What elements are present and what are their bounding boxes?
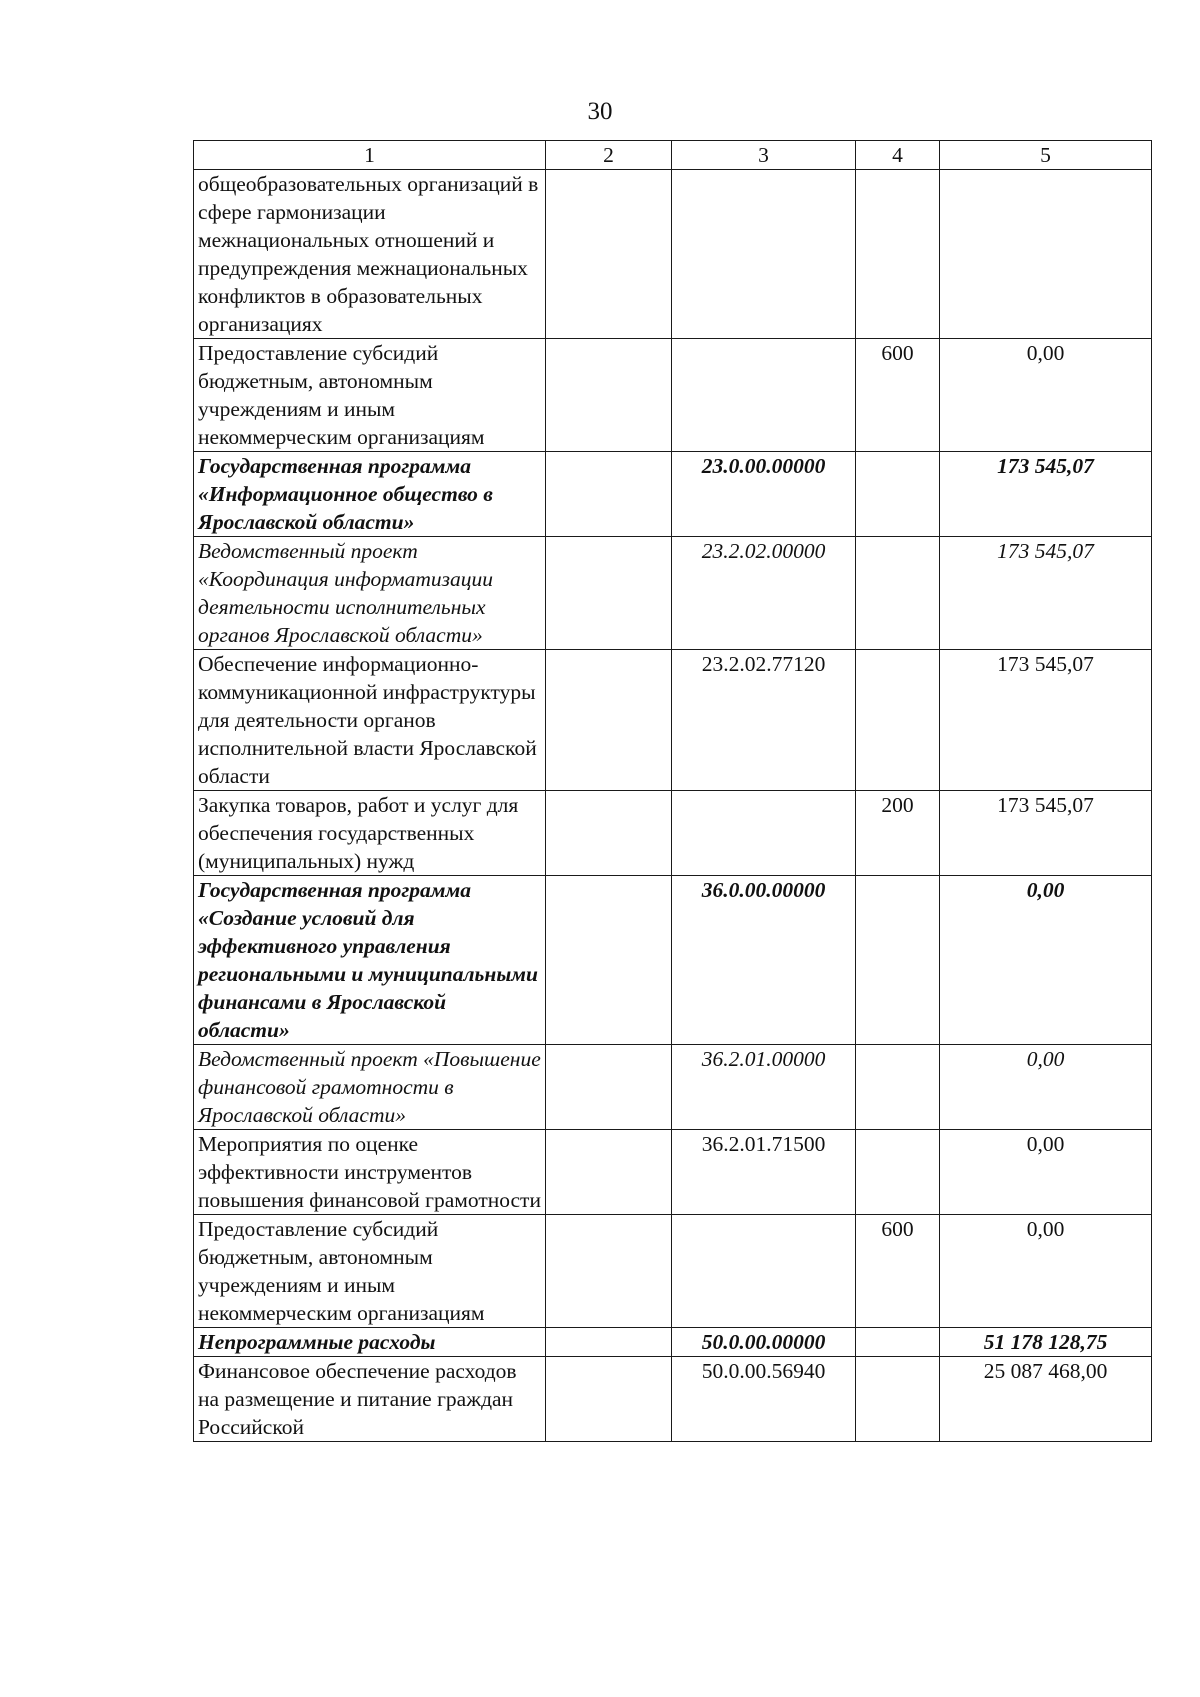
table-row [194,537,1152,650]
amount-cell: 0,00 [940,1215,1152,1328]
col2-cell [546,1130,672,1215]
col2-cell [546,537,672,650]
table-row [194,1215,1152,1328]
expense-type-cell [856,650,940,791]
target-code-cell: 36.0.00.00000 [672,876,856,1045]
amount-cell: 25 087 468,00 [940,1357,1152,1442]
table-row [194,452,1152,537]
expense-name-cell: Финансовое обеспечение расходов на размещение и питание граждан Российской [194,1357,546,1442]
table-row [194,650,1152,791]
amount-cell: 0,00 [940,876,1152,1045]
col2-cell [546,339,672,452]
expense-type-cell [856,1130,940,1215]
expense-name-cell: Непрограммные расходы [194,1328,546,1357]
col2-cell [546,1328,672,1357]
table-row [194,170,1152,339]
col2-cell [546,876,672,1045]
expense-name-cell: общеобразовательных организаций в сфере гармонизации межнациональных отношений и предупреждения межнациональных конфликтов в образовательных организациях [194,170,546,339]
target-code-cell: 36.2.01.71500 [672,1130,856,1215]
table-row [194,1357,1152,1442]
target-code-cell [672,791,856,876]
target-code-cell [672,170,856,339]
amount-cell: 51 178 128,75 [940,1328,1152,1357]
amount-cell: 0,00 [940,1130,1152,1215]
expense-name-cell: Ведомственный проект «Повышение финансовой грамотности в Ярославской области» [194,1045,546,1130]
expense-type-cell [856,537,940,650]
expense-name-cell: Государственная программа «Создание условий для эффективного управления региональными и муниципальными финансами в Ярославской области» [194,876,546,1045]
target-code-cell: 50.0.00.56940 [672,1357,856,1442]
amount-cell: 173 545,07 [940,537,1152,650]
expense-type-cell: 200 [856,791,940,876]
table-row [194,876,1152,1045]
header-col-1: 1 [194,141,546,170]
expense-name-cell: Закупка товаров, работ и услуг для обеспечения государственных (муниципальных) нужд [194,791,546,876]
expense-type-cell [856,170,940,339]
expense-type-cell [856,1357,940,1442]
target-code-cell: 23.0.00.00000 [672,452,856,537]
col2-cell [546,791,672,876]
header-col-3: 3 [672,141,856,170]
header-row [194,141,1152,170]
expense-name-cell: Обеспечение информационно-коммуникационной инфраструктуры для деятельности органов исполнительной власти Ярославской области [194,650,546,791]
col2-cell [546,452,672,537]
table-row [194,1328,1152,1357]
amount-cell [940,170,1152,339]
col2-cell [546,170,672,339]
table-row [194,339,1152,452]
col2-cell [546,1215,672,1328]
header-col-5: 5 [940,141,1152,170]
target-code-cell: 36.2.01.00000 [672,1045,856,1130]
table-row [194,791,1152,876]
target-code-cell [672,1215,856,1328]
header-col-4: 4 [856,141,940,170]
expense-name-cell: Ведомственный проект «Координация информатизации деятельности исполнительных органов Ярославской области» [194,537,546,650]
amount-cell: 173 545,07 [940,650,1152,791]
target-code-cell: 23.2.02.77120 [672,650,856,791]
expense-type-cell: 600 [856,339,940,452]
target-code-cell [672,339,856,452]
table-row [194,1130,1152,1215]
expense-name-cell: Предоставление субсидий бюджетным, автономным учреждениям и иным некоммерческим организациям [194,1215,546,1328]
expense-type-cell [856,1328,940,1357]
amount-cell: 0,00 [940,1045,1152,1130]
amount-cell: 173 545,07 [940,452,1152,537]
table-row [194,1045,1152,1130]
budget-table [193,140,1152,1442]
col2-cell [546,650,672,791]
col2-cell [546,1045,672,1130]
expense-type-cell [856,452,940,537]
expense-type-cell [856,1045,940,1130]
header-col-2: 2 [546,141,672,170]
target-code-cell: 23.2.02.00000 [672,537,856,650]
target-code-cell: 50.0.00.00000 [672,1328,856,1357]
expense-type-cell: 600 [856,1215,940,1328]
amount-cell: 173 545,07 [940,791,1152,876]
expense-name-cell: Предоставление субсидий бюджетным, автономным учреждениям и иным некоммерческим организациям [194,339,546,452]
expense-name-cell: Государственная программа «Информационное общество в Ярославской области» [194,452,546,537]
amount-cell: 0,00 [940,339,1152,452]
expense-type-cell [856,876,940,1045]
page-number: 30 [587,98,613,125]
expense-name-cell: Мероприятия по оценке эффективности инструментов повышения финансовой грамотности [194,1130,546,1215]
col2-cell [546,1357,672,1442]
